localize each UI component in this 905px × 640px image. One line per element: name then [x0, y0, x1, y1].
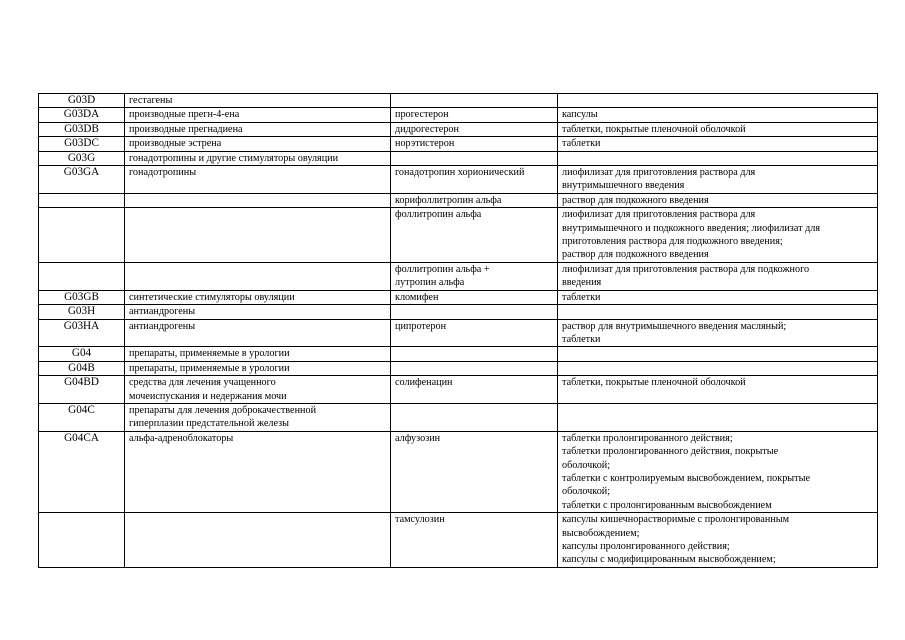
table-row [39, 108, 878, 122]
group-name-line: производные эстрена [129, 138, 222, 150]
substance-name-line: корифоллитропин альфа [395, 194, 502, 206]
table-row [39, 431, 878, 512]
atc-code: G03HA [63, 319, 100, 332]
dosage-forms-cell [558, 347, 878, 361]
substance-cell [391, 208, 558, 263]
group-name-cell [125, 290, 391, 304]
dosage-form-line: таблетки [562, 333, 601, 345]
dosage-forms-cell [558, 208, 878, 263]
substance-cell [391, 305, 558, 319]
group-name-line: средства для лечения учащенного [129, 377, 276, 389]
atc-code: G04B [68, 361, 95, 374]
substance-cell [391, 94, 558, 108]
substance-name-line: ципротерон [395, 320, 447, 332]
atc-code-cell [39, 193, 125, 207]
atc-code-cell [39, 137, 125, 151]
dosage-forms-cell [558, 94, 878, 108]
dosage-forms-cell [558, 403, 878, 431]
atc-code-cell [39, 166, 125, 194]
group-name-cell [125, 319, 391, 347]
table-row [39, 122, 878, 136]
group-name-line: препараты для лечения доброкачественной [129, 404, 317, 416]
dosage-forms-cell [558, 361, 878, 375]
dosage-form-line: внутримышечного введения [562, 180, 685, 192]
atc-code: G03DA [63, 108, 100, 121]
group-name-line: гонадотропины и другие стимуляторы овуляции [129, 152, 339, 164]
dosage-form-line: высвобождением; [562, 527, 640, 539]
group-name-cell [125, 166, 391, 194]
atc-code: G04C [68, 403, 95, 416]
atc-code-cell [39, 513, 125, 568]
table-row [39, 137, 878, 151]
group-name-cell [125, 431, 391, 512]
substance-name-line: фоллитропин альфа + [395, 263, 490, 275]
dosage-form-line: раствор для внутримышечного введения масляный; [562, 320, 787, 332]
dosage-form-line: раствор для подкожного введения [562, 194, 709, 206]
dosage-forms-cell [558, 513, 878, 568]
dosage-forms-cell [558, 151, 878, 165]
dosage-form-line: раствор для подкожного введения [562, 249, 709, 261]
dosage-form-line: капсулы [562, 109, 598, 121]
table-row [39, 305, 878, 319]
dosage-forms-cell [558, 137, 878, 151]
atc-code: G04CA [64, 431, 99, 444]
group-name-cell [125, 122, 391, 136]
table-row [39, 151, 878, 165]
table-row [39, 262, 878, 290]
atc-code: G04BD [64, 376, 99, 389]
group-name-cell [125, 347, 391, 361]
group-name-line: производные прегн-4-ена [129, 109, 240, 121]
table-row [39, 403, 878, 431]
table-row [39, 166, 878, 194]
atc-code: G03G [67, 151, 96, 164]
dosage-forms-cell [558, 290, 878, 304]
dosage-form-line: капсулы кишечнорастворимые с пролонгированным [562, 514, 790, 526]
substance-cell [391, 290, 558, 304]
group-name-cell [125, 262, 391, 290]
substance-name-line: норэтистерон [395, 138, 455, 150]
group-name-line: производные прегнадиена [129, 123, 243, 135]
substance-cell [391, 347, 558, 361]
substance-name-line: тамсулозин [395, 514, 445, 526]
dosage-form-line: таблетки, покрытые пленочной оболочкой [562, 123, 746, 135]
dosage-forms-cell [558, 305, 878, 319]
substance-cell [391, 166, 558, 194]
dosage-forms-cell [558, 319, 878, 347]
substance-name-line: алфузозин [395, 432, 441, 444]
group-name-line: синтетические стимуляторы овуляции [129, 291, 295, 303]
substance-name-line: солифенацин [395, 377, 453, 389]
atc-code-cell [39, 108, 125, 122]
atc-code-cell [39, 361, 125, 375]
group-name-line: гонадотропины [129, 167, 197, 179]
dosage-form-line: лиофилизат для приготовления раствора для [562, 167, 756, 179]
atc-drug-table [38, 93, 878, 568]
atc-code: G03GB [64, 290, 99, 303]
dosage-form-line: лиофилизат для приготовления раствора для подкожного [562, 263, 810, 275]
group-name-line: гиперплазии предстательной железы [129, 418, 289, 430]
dosage-forms-cell [558, 122, 878, 136]
atc-code-cell [39, 94, 125, 108]
atc-code: G03D [67, 94, 96, 106]
group-name-cell [125, 361, 391, 375]
table-row [39, 361, 878, 375]
table-row [39, 347, 878, 361]
dosage-forms-cell [558, 262, 878, 290]
dosage-form-line: введения [562, 277, 602, 289]
group-name-line: гестагены [129, 95, 173, 106]
substance-cell [391, 122, 558, 136]
substance-cell [391, 137, 558, 151]
group-name-line: антиандрогены [129, 306, 196, 318]
atc-code: G03DC [64, 137, 99, 150]
dosage-form-line: таблетки [562, 291, 601, 303]
substance-cell [391, 108, 558, 122]
substance-cell [391, 403, 558, 431]
dosage-forms-cell [558, 166, 878, 194]
group-name-line: альфа-адреноблокаторы [129, 432, 234, 444]
group-name-cell [125, 376, 391, 404]
group-name-line: мочеиспускания и недержания мочи [129, 390, 287, 402]
atc-code-cell [39, 431, 125, 512]
substance-cell [391, 193, 558, 207]
atc-code: G03GA [63, 166, 100, 179]
dosage-forms-cell [558, 376, 878, 404]
atc-code: G03H [67, 305, 96, 318]
dosage-form-line: таблетки, покрытые пленочной оболочкой [562, 377, 746, 389]
dosage-form-line: внутримышечного и подкожного введения; лиофилизат для [562, 222, 821, 234]
group-name-line: препараты, применяемые в урологии [129, 362, 290, 374]
atc-code-cell [39, 262, 125, 290]
dosage-form-line: таблетки [562, 138, 601, 150]
substance-cell [391, 319, 558, 347]
table-row [39, 208, 878, 263]
atc-code-cell [39, 319, 125, 347]
atc-code-cell [39, 208, 125, 263]
substance-cell [391, 361, 558, 375]
dosage-form-line: приготовления раствора для подкожного введения; [562, 236, 783, 248]
group-name-cell [125, 94, 391, 108]
table-row [39, 94, 878, 108]
group-name-cell [125, 305, 391, 319]
dosage-form-line: таблетки пролонгированного действия, покрытые [562, 446, 779, 458]
substance-cell [391, 513, 558, 568]
atc-code-cell [39, 122, 125, 136]
atc-code-cell [39, 305, 125, 319]
table-row [39, 376, 878, 404]
group-name-cell [125, 137, 391, 151]
dosage-forms-cell [558, 108, 878, 122]
dosage-form-line: таблетки с пролонгированным высвобождением [562, 499, 772, 511]
atc-code: G03DB [64, 122, 99, 135]
substance-name-line: фоллитропин альфа [395, 209, 482, 221]
atc-code-cell [39, 151, 125, 165]
table-row [39, 290, 878, 304]
substance-cell [391, 262, 558, 290]
dosage-form-line: таблетки с контролируемым высвобождением, покрытые [562, 472, 810, 484]
group-name-cell [125, 513, 391, 568]
substance-name-line: кломифен [395, 291, 439, 303]
atc-table-body [39, 94, 878, 568]
table-row [39, 513, 878, 568]
dosage-form-line: лиофилизат для приготовления раствора для [562, 209, 756, 221]
group-name-cell [125, 403, 391, 431]
group-name-cell [125, 208, 391, 263]
dosage-forms-cell [558, 431, 878, 512]
group-name-line: препараты, применяемые в урологии [129, 348, 290, 360]
group-name-cell [125, 108, 391, 122]
group-name-cell [125, 193, 391, 207]
substance-name-line: прогестерон [395, 109, 449, 121]
atc-code-cell [39, 376, 125, 404]
substance-name-line: дидрогестерон [395, 123, 459, 135]
dosage-form-line: капсулы с модифицированным высвобождением; [562, 554, 776, 566]
substance-cell [391, 151, 558, 165]
substance-name-line: лутропин альфа [395, 277, 465, 289]
table-row [39, 319, 878, 347]
substance-cell [391, 376, 558, 404]
atc-code: G04 [71, 347, 92, 360]
atc-code-cell [39, 403, 125, 431]
table-row [39, 193, 878, 207]
atc-code-cell [39, 347, 125, 361]
group-name-cell [125, 151, 391, 165]
group-name-line: антиандрогены [129, 320, 196, 332]
dosage-form-line: оболочкой; [562, 459, 611, 471]
atc-code-cell [39, 290, 125, 304]
dosage-form-line: оболочкой; [562, 486, 611, 498]
dosage-form-line: капсулы пролонгированного действия; [562, 541, 730, 552]
dosage-forms-cell [558, 193, 878, 207]
substance-cell [391, 431, 558, 512]
substance-name-line: гонадотропин хорионический [395, 167, 525, 179]
dosage-form-line: таблетки пролонгированного действия; [562, 432, 733, 444]
